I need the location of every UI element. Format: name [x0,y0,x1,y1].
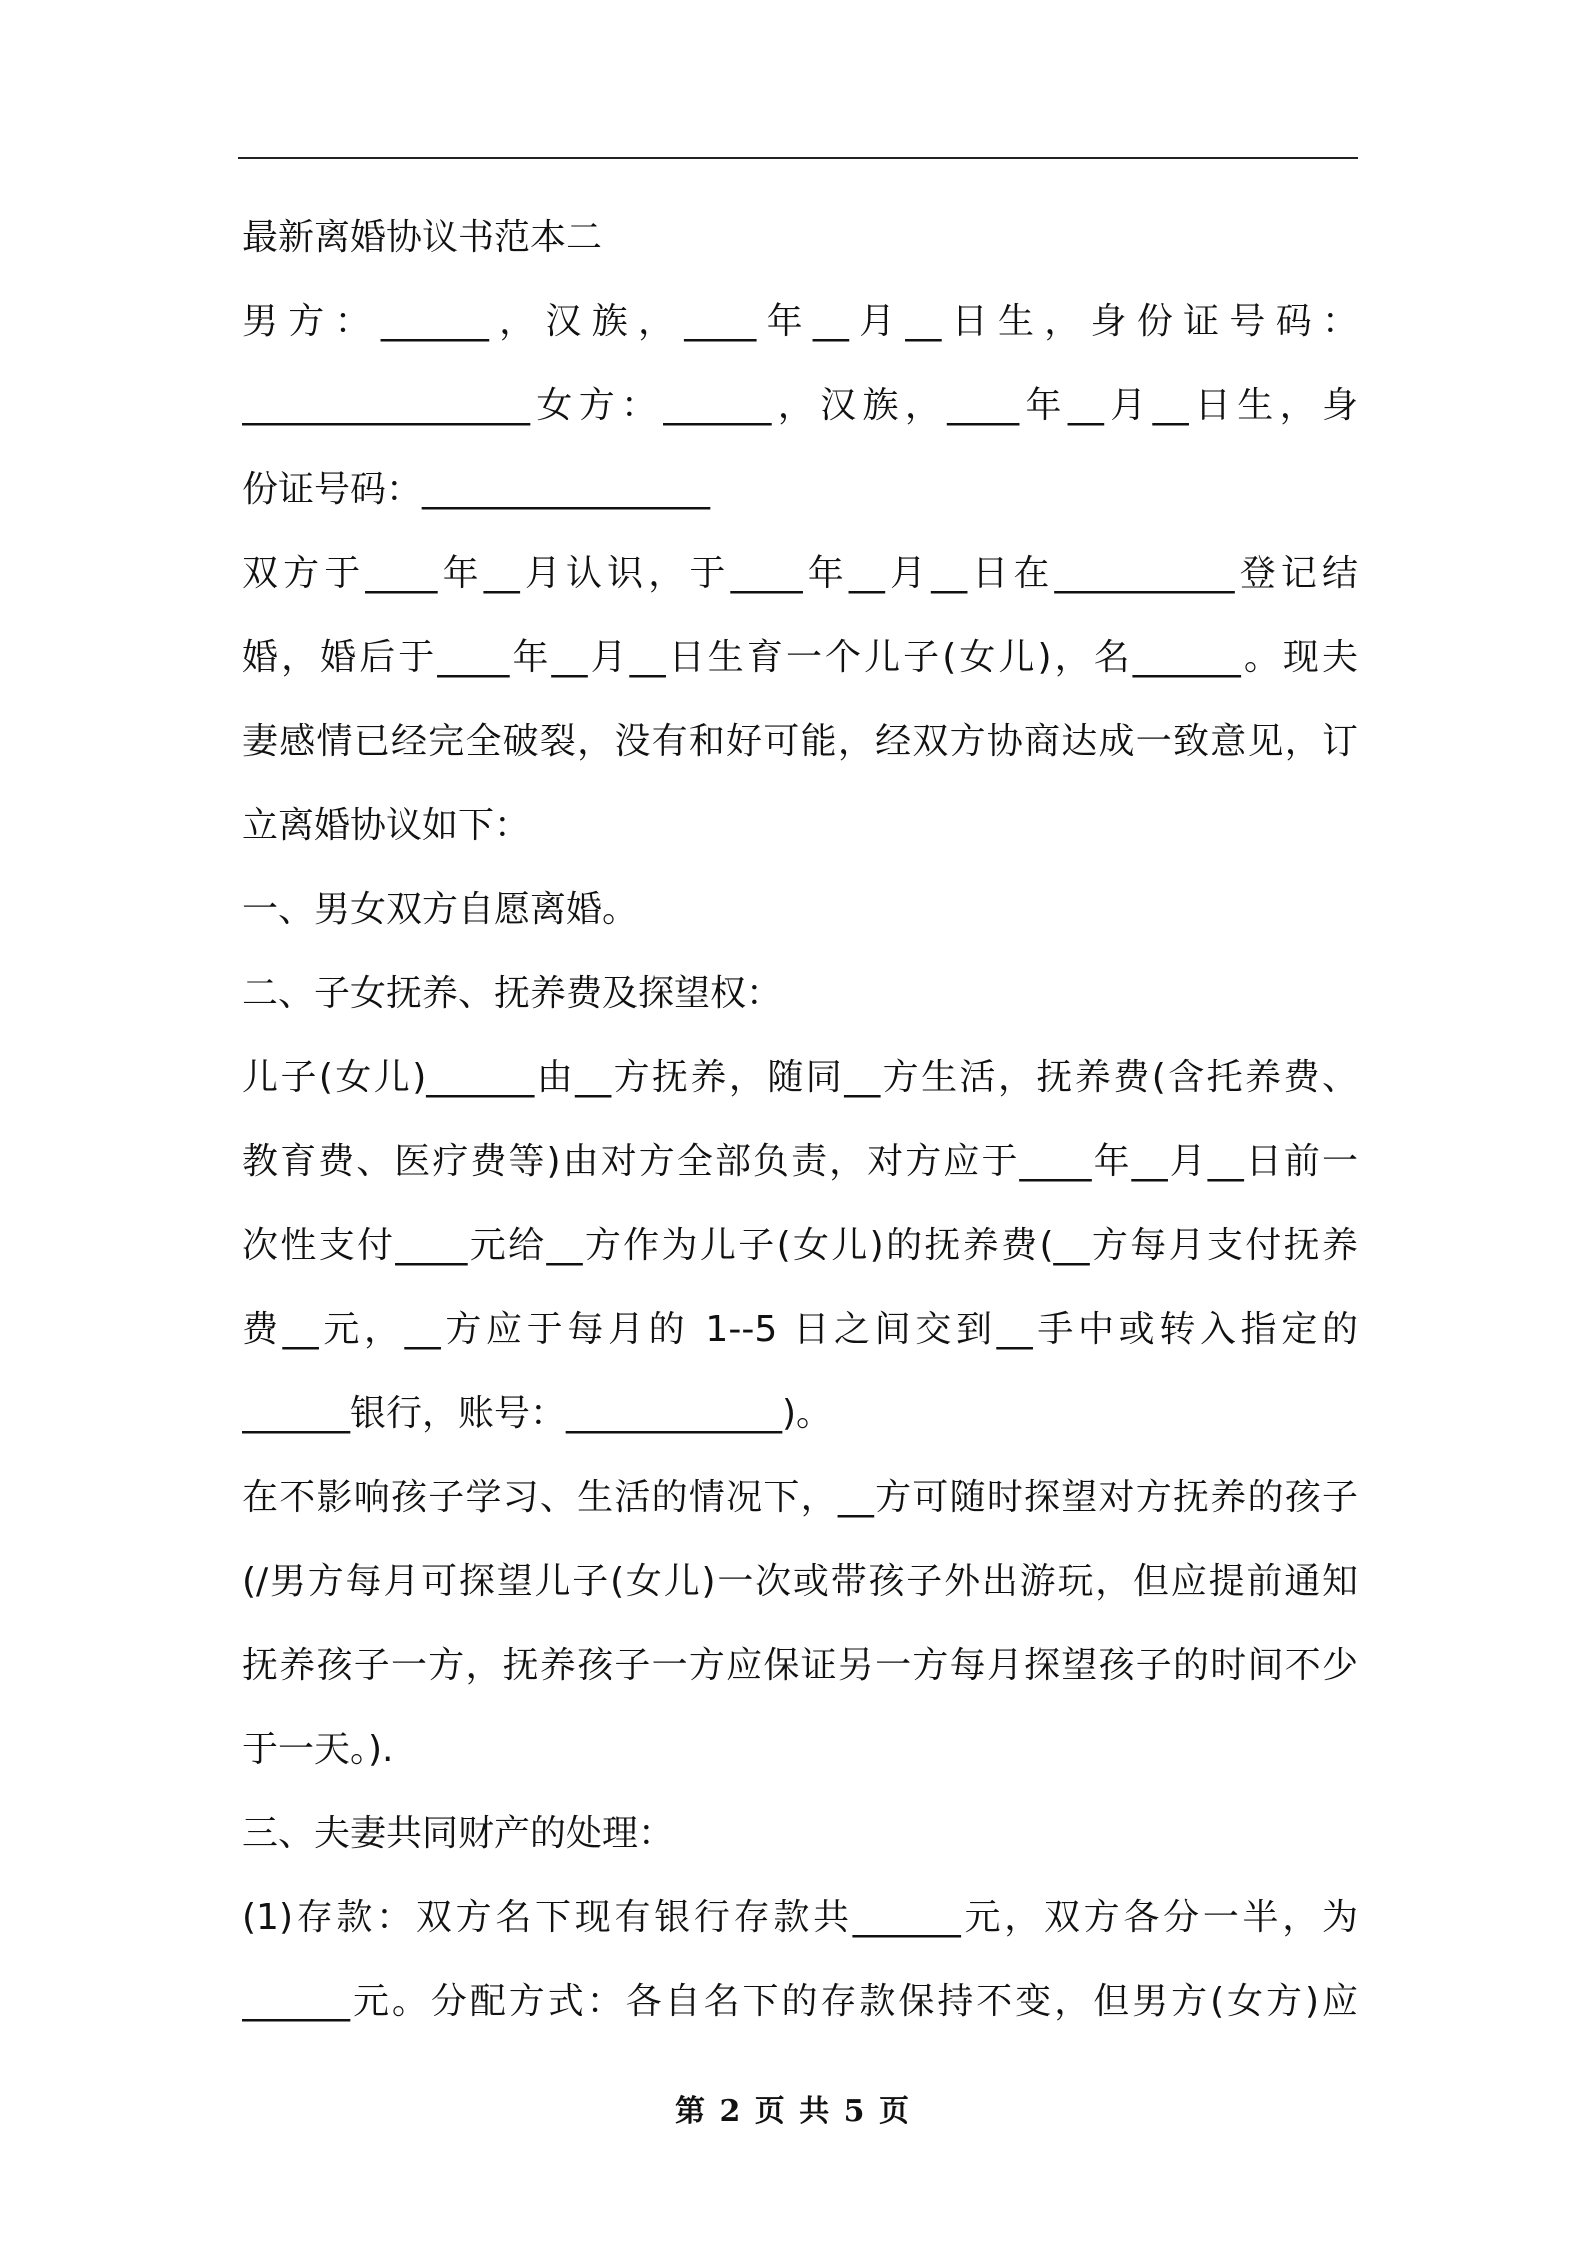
document-text [242,280,1358,2044]
paragraph-line: 妻感情已经完全破裂，没有和好可能，经双方协商达成一致意见，订 [242,721,1358,762]
paragraph-line: 立离婚协议如下： [242,805,531,846]
paragraph-line: 二、子女抚养、抚养费及探望权： [242,973,783,1014]
paragraph-line: ______元。分配方式：各自名下的存款保持不变，但男方(女方)应 [242,1981,1358,2022]
paragraph-line: 次性支付____元给__方作为儿子(女儿)的抚养费(__方每月支付抚养 [242,1225,1358,1266]
paragraph-line: 双方于____年__月认识，于____年__月__日在__________登记结 [242,553,1358,594]
paragraph-line: (1)存款：双方名下现有银行存款共______元，双方各分一半，为 [242,1897,1358,1938]
paragraph-line: 份证号码：________________ [242,469,711,510]
paragraph-line: (/男方每月可探望儿子(女儿)一次或带孩子外出游玩，但应提前通知 [242,1561,1358,1602]
paragraph-line: 儿子(女儿)______由__方抚养，随同__方生活，抚养费(含托养费、 [242,1057,1358,1098]
paragraph-line: 费__元，__方应于每月的 1--5 日之间交到__手中或转入指定的 [242,1309,1358,1350]
paragraph-line: 一、男女双方自愿离婚。 [242,889,639,930]
paragraph-line: ________________女方：______，汉族，____年__月__日生，身 [242,385,1358,426]
paragraph-line: 男方：______，汉族，____年__月__日生，身份证号码： [242,301,1358,342]
paragraph-line: ______银行，账号：____________)。 [242,1393,833,1434]
paragraph-line: 教育费、医疗费等)由对方全部负责，对方应于____年__月__日前一 [242,1141,1358,1182]
paragraph-line: 于一天。). [242,1729,394,1770]
document-body [242,196,1358,2044]
document-title: 最新离婚协议书范本二 [242,217,603,258]
paragraph-line: 在不影响孩子学习、生活的情况下，__方可随时探望对方抚养的孩子 [242,1477,1358,1518]
page-number: 第 2 页 共 5 页 [675,2094,911,2129]
header-divider [238,157,1358,159]
paragraph-line: 婚，婚后于____年__月__日生育一个儿子(女儿)，名______。现夫 [242,637,1358,678]
paragraph-line: 三、夫妻共同财产的处理： [242,1813,675,1854]
paragraph-line: 抚养孩子一方，抚养孩子一方应保证另一方每月探望孩子的时间不少 [242,1645,1358,1686]
